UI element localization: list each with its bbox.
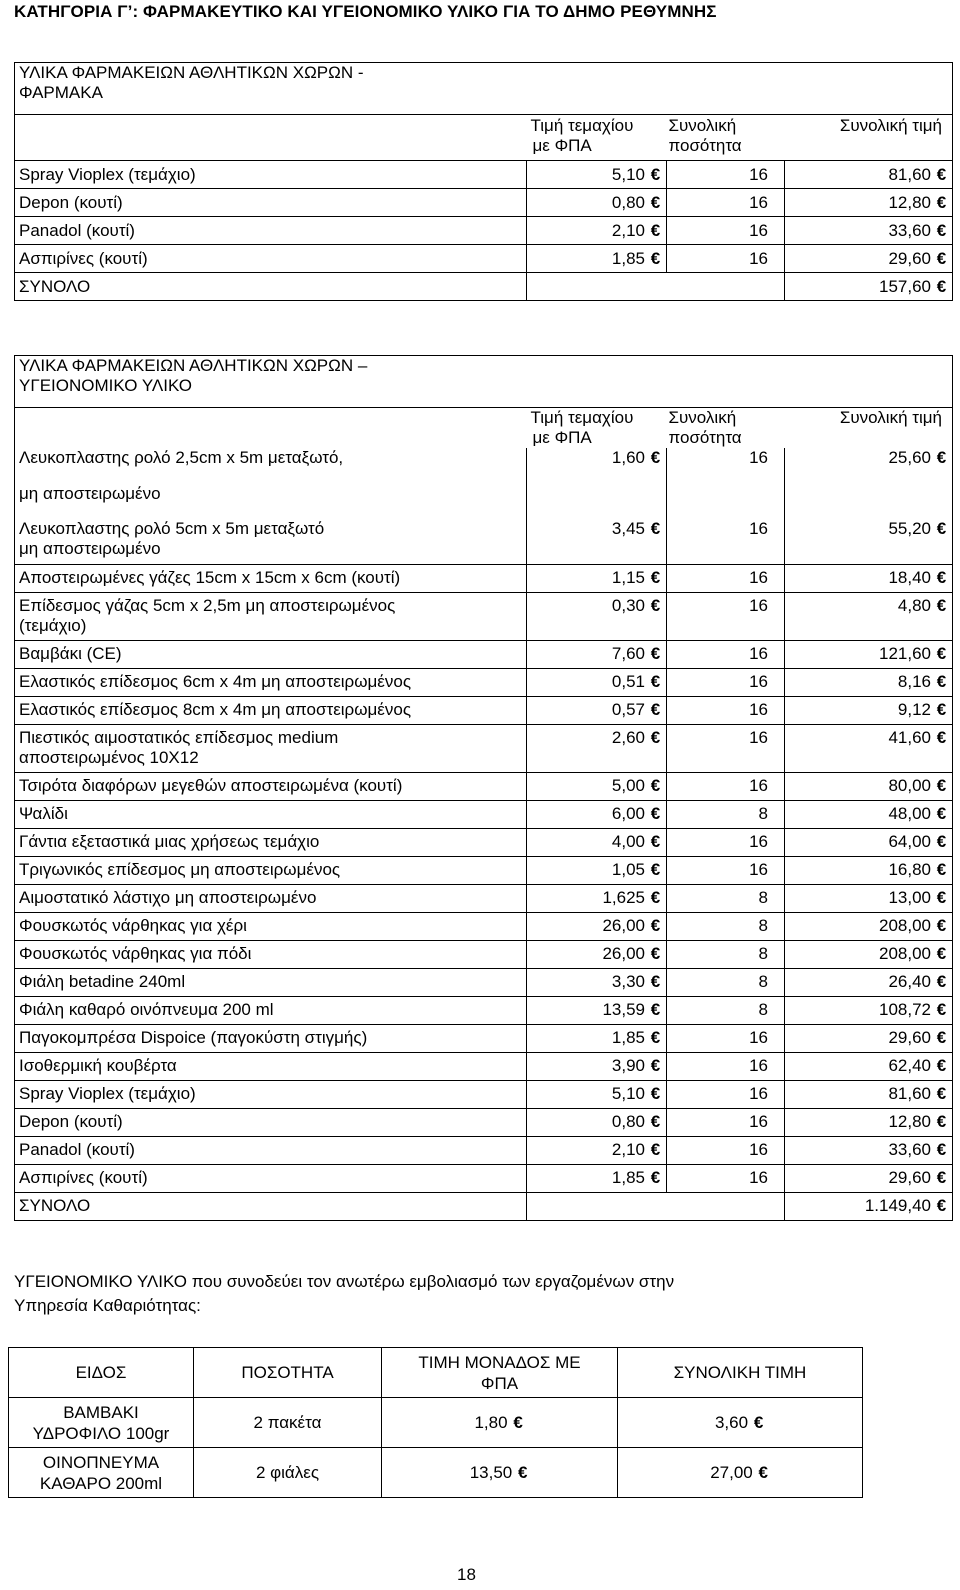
item-name-cell: Ελαστικός επίδεσμος 8cm x 4m μη αποστειρωμένος bbox=[15, 696, 527, 724]
table-row bbox=[15, 724, 953, 772]
page-number: 18 bbox=[457, 1565, 476, 1584]
unit-price-cell: 0,51 € bbox=[527, 668, 667, 696]
total-cell: 26,40 € bbox=[785, 968, 953, 996]
euro-icon: € bbox=[936, 595, 947, 615]
quantity-header: ΠΟΣΟΤΗΤΑ bbox=[194, 1348, 382, 1398]
vaccination-note: ΥΓΕΙΟΝΟΜΙΚΟ ΥΛΙΚΟ που συνοδεύει τον ανωτέρω εμβολιασμό των εργαζομένων στην Υπηρεσία Καθαριότητας: bbox=[14, 1272, 675, 1315]
euro-icon: € bbox=[650, 1055, 661, 1075]
total-cell: 62,40 € bbox=[785, 1052, 953, 1080]
euro-icon: € bbox=[936, 887, 947, 907]
total-cell: 33,60 € bbox=[785, 217, 953, 245]
table-row bbox=[15, 1024, 953, 1052]
euro-icon: € bbox=[650, 727, 661, 747]
unit-price-cell: 2,60 € bbox=[527, 724, 667, 772]
unit-price-cell: 5,10 € bbox=[527, 161, 667, 189]
total-cell: 8,16 € bbox=[785, 668, 953, 696]
quantity-cell: 8 bbox=[667, 884, 785, 912]
quantity-header: Συνολική ποσότητα bbox=[667, 408, 785, 449]
total-cell: 33,60 € bbox=[785, 1136, 953, 1164]
total-cell: 3,60 € bbox=[618, 1398, 863, 1448]
item-name-cell: Ισοθερμική κουβέρτα bbox=[15, 1052, 527, 1080]
item-name-cell: Παγοκομπρέσα Dispoice (παγοκύστη στιγμής) bbox=[15, 1024, 527, 1052]
euro-icon: € bbox=[936, 448, 947, 467]
quantity-cell: 8 bbox=[667, 912, 785, 940]
item-name-cell: Spray Vioplex (τεμάχιο) bbox=[15, 161, 527, 189]
total-cell: 81,60 € bbox=[785, 161, 953, 189]
euro-icon: € bbox=[936, 164, 947, 184]
quantity-cell: 2 φιάλες bbox=[194, 1448, 382, 1498]
item-name-cell: Depon (κουτί) bbox=[15, 1108, 527, 1136]
item-name-cell: Depon (κουτί) bbox=[15, 189, 527, 217]
table-title-row bbox=[15, 63, 953, 115]
euro-icon: € bbox=[513, 1413, 523, 1432]
item-name-cell: Βαμβάκι (CE) bbox=[15, 640, 527, 668]
table-title: ΥΛΙΚΑ ΦΑΡΜΑΚΕΙΩΝ ΑΘΛΗΤΙΚΩΝ ΧΩΡΩΝ – ΥΓΕΙΟΝΟΜΙΚΟ ΥΛΙΚΟ bbox=[15, 356, 527, 408]
total-cell: 48,00 € bbox=[785, 800, 953, 828]
total-cell: 29,60 € bbox=[785, 1164, 953, 1192]
euro-icon: € bbox=[650, 859, 661, 879]
euro-icon: € bbox=[936, 220, 947, 240]
item-name-cell: Φιάλη betadine 240ml bbox=[15, 968, 527, 996]
euro-icon: € bbox=[936, 1195, 947, 1215]
quantity-cell: 16 bbox=[667, 856, 785, 884]
item-name-cell: Πιεστικός αιμοστατικός επίδεσμος medium αποστειρωμένος 10Χ12 bbox=[15, 724, 527, 772]
table-row bbox=[15, 217, 953, 245]
table-row bbox=[15, 1108, 953, 1136]
euro-icon: € bbox=[650, 943, 661, 963]
euro-icon: € bbox=[936, 775, 947, 795]
item-cell: ΟΙΝΟΠΝΕΥΜΑ ΚΑΘΑΡΟ 200ml bbox=[9, 1448, 194, 1498]
euro-icon: € bbox=[650, 164, 661, 184]
quantity-cell: 8 bbox=[667, 800, 785, 828]
total-cell: 12,80 € bbox=[785, 1108, 953, 1136]
quantity-cell: 8 bbox=[667, 968, 785, 996]
total-cell: 16,80 € bbox=[785, 856, 953, 884]
euro-icon: € bbox=[936, 276, 947, 296]
euro-icon: € bbox=[650, 1167, 661, 1187]
unit-price-cell: 1,80 € bbox=[382, 1398, 618, 1448]
unit-price-cell: 1,60 € bbox=[527, 448, 667, 516]
euro-icon: € bbox=[936, 643, 947, 663]
euro-icon: € bbox=[936, 192, 947, 212]
euro-icon: € bbox=[650, 448, 661, 467]
item-name-cell: Αποστειρωμένες γάζες 15cm x 15cm x 6cm (κουτί) bbox=[15, 564, 527, 592]
page-heading: ΚΑΤΗΓΟΡΙΑ Γ’: ΦΑΡΜΑΚΕΥΤΙΚΟ ΚΑΙ ΥΓΕΙΟΝΟΜΙΚΟ ΥΛΙΚΟ ΓΙΑ ΤΟ ΔΗΜΟ ΡΕΘΥΜΝΗΣ bbox=[14, 2, 717, 21]
quantity-cell: 16 bbox=[667, 217, 785, 245]
euro-icon: € bbox=[650, 971, 661, 991]
table-row bbox=[15, 828, 953, 856]
table-row bbox=[15, 668, 953, 696]
euro-icon: € bbox=[650, 671, 661, 691]
table-row bbox=[15, 1136, 953, 1164]
unit-price-header: Τιμή τεμαχίου με ΦΠΑ bbox=[527, 115, 667, 161]
column-header-row bbox=[15, 115, 953, 161]
euro-icon: € bbox=[936, 999, 947, 1019]
total-header: Συνολική τιμή bbox=[785, 408, 953, 449]
table-row bbox=[15, 592, 953, 640]
table-row bbox=[15, 640, 953, 668]
total-cell: 29,60 € bbox=[785, 245, 953, 273]
euro-icon: € bbox=[650, 699, 661, 719]
euro-icon: € bbox=[650, 519, 661, 538]
unit-price-cell: 2,10 € bbox=[527, 1136, 667, 1164]
table-title: ΥΛΙΚΑ ΦΑΡΜΑΚΕΙΩΝ ΑΘΛΗΤΙΚΩΝ ΧΩΡΩΝ - ΦΑΡΜΑΚΑ bbox=[15, 63, 527, 115]
item-name-cell: Αιμοστατικό λάστιχο μη αποστειρωμένο bbox=[15, 884, 527, 912]
quantity-cell: 16 bbox=[667, 668, 785, 696]
total-cell: 25,60 € bbox=[785, 448, 953, 516]
column-header-row bbox=[9, 1348, 863, 1398]
total-cell: 81,60 € bbox=[785, 1080, 953, 1108]
item-name-cell: Φουσκωτός νάρθηκας για χέρι bbox=[15, 912, 527, 940]
total-cell: 4,80 € bbox=[785, 592, 953, 640]
euro-icon: € bbox=[650, 192, 661, 212]
item-name-cell: Λευκοπλαστης ρολό 2,5cm x 5m μεταξωτό, μη αποστειρωμένο bbox=[15, 448, 527, 516]
quantity-cell: 2 πακέτα bbox=[194, 1398, 382, 1448]
table-row bbox=[15, 516, 953, 564]
table-row bbox=[15, 245, 953, 273]
quantity-cell: 16 bbox=[667, 516, 785, 564]
euro-icon: € bbox=[650, 831, 661, 851]
quantity-cell: 16 bbox=[667, 1136, 785, 1164]
pharmaceuticals-table bbox=[14, 62, 953, 301]
item-name-cell: Φιάλη καθαρό οινόπνευμα 200 ml bbox=[15, 996, 527, 1024]
total-cell: 55,20 € bbox=[785, 516, 953, 564]
quantity-cell: 16 bbox=[667, 1080, 785, 1108]
unit-price-cell: 13,50 € bbox=[382, 1448, 618, 1498]
table-row bbox=[15, 940, 953, 968]
quantity-cell: 16 bbox=[667, 189, 785, 217]
sum-value: 1.149,40 € bbox=[785, 1192, 953, 1220]
total-cell: 13,00 € bbox=[785, 884, 953, 912]
item-name-cell: Ασπιρίνες (κουτί) bbox=[15, 1164, 527, 1192]
total-cell: 9,12 € bbox=[785, 696, 953, 724]
total-cell: 18,40 € bbox=[785, 564, 953, 592]
unit-price-cell: 1,15 € bbox=[527, 564, 667, 592]
unit-price-cell: 3,90 € bbox=[527, 1052, 667, 1080]
euro-icon: € bbox=[936, 671, 947, 691]
total-cell: 64,00 € bbox=[785, 828, 953, 856]
quantity-cell: 16 bbox=[667, 828, 785, 856]
table-row bbox=[9, 1398, 863, 1448]
table-row bbox=[15, 564, 953, 592]
euro-icon: € bbox=[936, 915, 947, 935]
sum-label: ΣΥΝΟΛΟ bbox=[15, 1192, 527, 1220]
table-row bbox=[15, 884, 953, 912]
euro-icon: € bbox=[650, 915, 661, 935]
table-row bbox=[15, 1052, 953, 1080]
euro-icon: € bbox=[936, 1167, 947, 1187]
sum-label: ΣΥΝΟΛΟ bbox=[15, 273, 527, 301]
euro-icon: € bbox=[650, 999, 661, 1019]
table-row bbox=[15, 968, 953, 996]
total-header: ΣΥΝΟΛΙΚΗ ΤΙΜΗ bbox=[618, 1348, 863, 1398]
quantity-cell: 16 bbox=[667, 564, 785, 592]
item-name-cell: Ελαστικός επίδεσμος 6cm x 4m μη αποστειρωμένος bbox=[15, 668, 527, 696]
euro-icon: € bbox=[936, 1027, 947, 1047]
quantity-cell: 16 bbox=[667, 161, 785, 189]
total-cell: 29,60 € bbox=[785, 1024, 953, 1052]
quantity-cell: 16 bbox=[667, 1052, 785, 1080]
item-name-cell: Λευκοπλαστης ρολό 5cm x 5m μεταξωτό μη αποστειρωμένο bbox=[15, 516, 527, 564]
euro-icon: € bbox=[936, 248, 947, 268]
euro-icon: € bbox=[650, 775, 661, 795]
item-name-cell: Spray Vioplex (τεμάχιο) bbox=[15, 1080, 527, 1108]
total-cell: 80,00 € bbox=[785, 772, 953, 800]
item-cell: ΒΑΜΒΑΚΙ ΥΔΡΟΦΙΛΟ 100gr bbox=[9, 1398, 194, 1448]
vaccination-supplies-table bbox=[8, 1347, 863, 1498]
unit-price-cell: 26,00 € bbox=[527, 940, 667, 968]
item-name-cell: Panadol (κουτί) bbox=[15, 217, 527, 245]
euro-icon: € bbox=[650, 643, 661, 663]
euro-icon: € bbox=[936, 1139, 947, 1159]
euro-icon: € bbox=[650, 248, 661, 268]
euro-icon: € bbox=[936, 699, 947, 719]
table-row bbox=[15, 696, 953, 724]
table-row bbox=[15, 189, 953, 217]
euro-icon: € bbox=[650, 887, 661, 907]
unit-price-cell: 0,80 € bbox=[527, 189, 667, 217]
quantity-cell: 16 bbox=[667, 724, 785, 772]
column-header-row bbox=[15, 408, 953, 449]
medical-supplies-table bbox=[14, 355, 953, 1221]
quantity-cell: 8 bbox=[667, 940, 785, 968]
unit-price-cell: 4,00 € bbox=[527, 828, 667, 856]
quantity-cell: 16 bbox=[667, 245, 785, 273]
unit-price-cell: 0,57 € bbox=[527, 696, 667, 724]
unit-price-cell: 13,59 € bbox=[527, 996, 667, 1024]
quantity-cell: 16 bbox=[667, 1108, 785, 1136]
item-name-cell: Panadol (κουτί) bbox=[15, 1136, 527, 1164]
table-row bbox=[15, 800, 953, 828]
euro-icon: € bbox=[936, 859, 947, 879]
unit-price-cell: 6,00 € bbox=[527, 800, 667, 828]
unit-price-cell: 0,80 € bbox=[527, 1108, 667, 1136]
total-cell: 208,00 € bbox=[785, 912, 953, 940]
euro-icon: € bbox=[758, 1463, 768, 1482]
unit-price-cell: 1,85 € bbox=[527, 1164, 667, 1192]
euro-icon: € bbox=[936, 1055, 947, 1075]
unit-price-cell: 2,10 € bbox=[527, 217, 667, 245]
euro-icon: € bbox=[936, 1083, 947, 1103]
euro-icon: € bbox=[650, 220, 661, 240]
quantity-cell: 16 bbox=[667, 1164, 785, 1192]
euro-icon: € bbox=[936, 803, 947, 823]
table-row bbox=[9, 1448, 863, 1498]
euro-icon: € bbox=[650, 803, 661, 823]
item-name-cell: Ψαλίδι bbox=[15, 800, 527, 828]
table-row bbox=[15, 448, 953, 516]
euro-icon: € bbox=[753, 1413, 764, 1432]
euro-icon: € bbox=[936, 943, 947, 963]
total-cell: 27,00 € bbox=[618, 1448, 863, 1498]
item-name-cell: Επίδεσμος γάζας 5cm x 2,5m μη αποστειρωμένος (τεμάχιο) bbox=[15, 592, 527, 640]
sum-value: 157,60 € bbox=[785, 273, 953, 301]
euro-icon: € bbox=[650, 1111, 661, 1131]
unit-price-cell: 3,30 € bbox=[527, 968, 667, 996]
table-row bbox=[15, 772, 953, 800]
item-name-cell: Τριγωνικός επίδεσμος μη αποστειρωμένος bbox=[15, 856, 527, 884]
quantity-cell: 16 bbox=[667, 640, 785, 668]
euro-icon: € bbox=[650, 1027, 661, 1047]
unit-price-cell: 1,85 € bbox=[527, 1024, 667, 1052]
total-cell: 41,60 € bbox=[785, 724, 953, 772]
euro-icon: € bbox=[936, 567, 947, 587]
total-cell: 12,80 € bbox=[785, 189, 953, 217]
unit-price-cell: 3,45 € bbox=[527, 516, 667, 564]
euro-icon: € bbox=[936, 519, 947, 538]
item-name-cell: Ασπιρίνες (κουτί) bbox=[15, 245, 527, 273]
sum-row bbox=[15, 273, 953, 301]
unit-price-header: ΤΙΜΗ ΜΟΝΑΔΟΣ ΜΕ ΦΠΑ bbox=[382, 1348, 618, 1398]
euro-icon: € bbox=[936, 971, 947, 991]
item-header: ΕΙΔΟΣ bbox=[9, 1348, 194, 1398]
table-title-row bbox=[15, 356, 953, 408]
unit-price-cell: 1,05 € bbox=[527, 856, 667, 884]
euro-icon: € bbox=[650, 567, 661, 587]
unit-price-cell: 5,10 € bbox=[527, 1080, 667, 1108]
table-row bbox=[15, 912, 953, 940]
unit-price-cell: 5,00 € bbox=[527, 772, 667, 800]
total-cell: 108,72 € bbox=[785, 996, 953, 1024]
euro-icon: € bbox=[650, 595, 661, 615]
euro-icon: € bbox=[936, 1111, 947, 1131]
table-row bbox=[15, 1164, 953, 1192]
unit-price-cell: 1,85 € bbox=[527, 245, 667, 273]
sum-row bbox=[15, 1192, 953, 1220]
unit-price-cell: 0,30 € bbox=[527, 592, 667, 640]
table-row bbox=[15, 996, 953, 1024]
table-row bbox=[15, 161, 953, 189]
table-row bbox=[15, 856, 953, 884]
unit-price-cell: 1,625 € bbox=[527, 884, 667, 912]
quantity-cell: 16 bbox=[667, 696, 785, 724]
quantity-cell: 8 bbox=[667, 996, 785, 1024]
euro-icon: € bbox=[518, 1463, 528, 1482]
item-name-cell: Φουσκωτός νάρθηκας για πόδι bbox=[15, 940, 527, 968]
total-cell: 208,00 € bbox=[785, 940, 953, 968]
quantity-cell: 16 bbox=[667, 592, 785, 640]
table-row bbox=[15, 1080, 953, 1108]
euro-icon: € bbox=[936, 831, 947, 851]
euro-icon: € bbox=[936, 727, 947, 747]
unit-price-header: Τιμή τεμαχίου με ΦΠΑ bbox=[527, 408, 667, 449]
euro-icon: € bbox=[650, 1139, 661, 1159]
quantity-cell: 16 bbox=[667, 1024, 785, 1052]
total-cell: 121,60 € bbox=[785, 640, 953, 668]
quantity-cell: 16 bbox=[667, 448, 785, 516]
euro-icon: € bbox=[650, 1083, 661, 1103]
total-header: Συνολική τιμή bbox=[785, 115, 953, 161]
unit-price-cell: 26,00 € bbox=[527, 912, 667, 940]
quantity-cell: 16 bbox=[667, 772, 785, 800]
quantity-header: Συνολική ποσότητα bbox=[667, 115, 785, 161]
unit-price-cell: 7,60 € bbox=[527, 640, 667, 668]
item-name-cell: Τσιρότα διαφόρων μεγεθών αποστειρωμένα (κουτί) bbox=[15, 772, 527, 800]
item-name-cell: Γάντια εξεταστικά μιας χρήσεως τεμάχιο bbox=[15, 828, 527, 856]
